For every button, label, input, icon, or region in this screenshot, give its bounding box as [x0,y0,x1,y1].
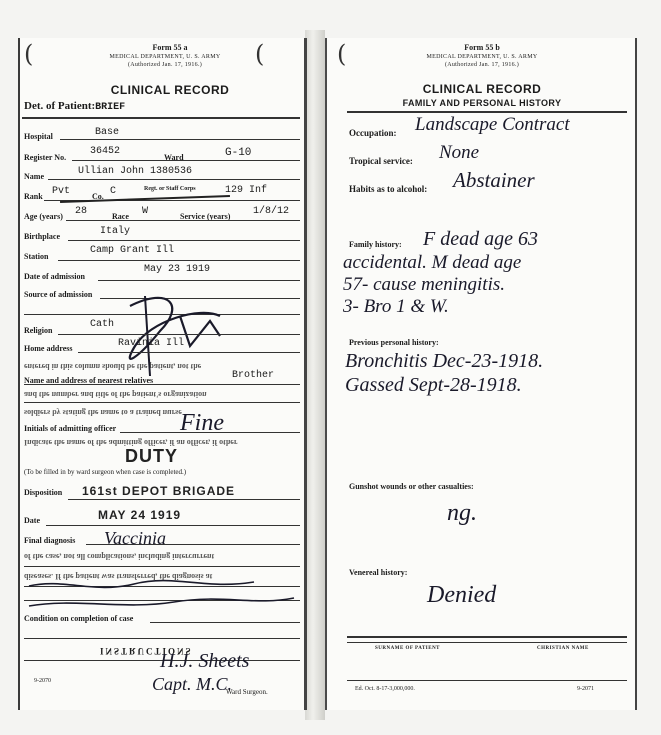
home-address-value: Ravinia Ill [118,338,185,349]
rank-label: Rank [24,192,43,201]
strike-through [60,195,230,203]
field-line [24,566,300,567]
family-history-label: Family history: [349,240,402,249]
name-value: Ullian John 1380536 [78,166,193,177]
det-of-patient-label [24,100,125,113]
birthplace-value: Italy [100,226,131,237]
hospital-label: Hospital [24,132,53,141]
det-value: BRIEF [95,102,126,113]
rank-value: Pvt [52,186,71,197]
tropical-service-value: None [439,142,480,163]
bleed-text: of the case, not all complications, including intercurrent [24,552,215,561]
disposition-stamp: 161st DEPOT BRIGADE [82,484,236,498]
home-address-label: Home address [24,344,73,353]
race-value: W [142,206,149,217]
field-line [347,642,627,643]
divider [347,111,627,113]
field-line [24,384,300,385]
race-label: Race [112,212,129,221]
field-line [60,139,300,140]
duty-stamp: DUTY [125,446,178,466]
station-label: Station [24,252,49,261]
filled-instruction: (To be filled in by ward surgeon when case is completed.) [24,468,187,476]
date-stamp: MAY 24 1919 [98,508,182,522]
department-line: MEDICAL DEPARTMENT, U. S. ARMY [109,54,221,60]
footer-code: 9-2071 [577,686,594,692]
disposition-label: Disposition [24,488,63,497]
bleed-through-line [24,390,300,399]
age-label: Age (years) [24,212,63,221]
family-history-line: F dead age 63 [423,228,538,250]
alcohol-value: Abstainer [453,168,535,192]
admitting-signature: Fine [180,410,224,436]
form-title: CLINICAL RECORD [422,82,542,96]
footer-code: 9-2070 [34,678,51,684]
company-value: C [110,186,117,197]
bleed-text: soldiers by stating the name to a trained nurse [24,408,182,417]
previous-history-line: Gassed Sept-28-1918. [345,374,522,396]
department-line: MEDICAL DEPARTMENT, U. S. ARMY [426,54,538,60]
bleed-text: entered in this column should be the patient, not the [24,362,202,371]
bleed-text: and the number and title of the patient's organization [24,390,207,399]
field-line [86,544,300,545]
divider [22,117,300,119]
field-line [78,352,300,353]
diagnosis-label: Final diagnosis [24,536,76,545]
field-line [68,499,300,500]
field-line [66,220,300,221]
alcohol-label: Habits as to alcohol: [349,184,428,194]
previous-history-line: Bronchitis Dec-23-1918. [345,350,544,372]
ward-value: G-10 [225,147,252,159]
surgeon-rank: Capt. M.C. [152,674,233,694]
station-value: Camp Grant Ill [90,245,175,256]
field-line [46,525,300,526]
ward-surgeon-label: Ward Surgeon. [226,688,268,696]
bleed-text: Indicate the name of the admitting officer, if an officer, if other [24,438,238,447]
field-line [150,622,300,623]
birthplace-label: Birthplace [24,232,60,241]
admitting-officer-label: Initials of admitting officer [24,424,117,433]
field-line [72,160,300,161]
relatives-value: Brother [232,370,275,381]
company-label: Co. [92,192,104,201]
register-value: 36452 [90,146,121,157]
field-line [24,402,300,403]
page-gutter [305,30,325,720]
form-number: Form 55 b [464,43,500,52]
divider [347,636,627,638]
age-value: 28 [75,206,88,217]
form-subtitle: FAMILY AND PERSONAL HISTORY [402,98,562,108]
bleed-through-line [24,552,300,561]
instructions-heading: INSTRUCTIONS [100,646,193,656]
ward-label: Ward [164,153,184,162]
admission-label: Date of admission [24,272,85,281]
authorized-line: (Authorized Jan. 17, 1916.) [127,62,203,68]
occupation-value: Landscape Contract [415,114,570,135]
edition-footer: Ed. Oct. 8-17-3,000,000. [355,686,415,692]
hospital-value: Base [95,127,120,138]
gunshot-value: ng. [447,500,477,526]
field-line [120,432,300,433]
source-label: Source of admission [24,290,93,299]
family-history-line: 57- cause meningitis. [343,274,506,295]
relatives-label: Name and address of nearest relatives [24,376,154,385]
service-value: 1/8/12 [253,206,290,217]
hole-punch-mark: ( [337,40,347,68]
family-history-right-page [325,38,637,710]
family-history-line: 3- Bro 1 & W. [343,296,449,317]
venereal-value: Denied [427,582,497,608]
form-number: Form 55 a [152,43,188,52]
service-label: Service (years) [180,212,231,221]
condition-label: Condition on completion of case [24,614,134,623]
religion-label: Religion [24,326,53,335]
religion-value: Cath [90,319,115,330]
venereal-label: Venereal history: [349,568,408,577]
gunshot-label: Gunshot wounds or other casualties: [349,482,474,491]
date-label: Date [24,516,40,525]
det-label: Det. of Patient: [24,100,96,112]
field-line [58,260,300,261]
field-line [24,638,300,639]
previous-history-label: Previous personal history: [349,338,439,347]
regiment-label: Regt. or Staff Corps [144,186,196,192]
christian-name-label: CHRISTIAN NAME [537,646,589,651]
bleed-text: diseases. If the patient was transferred, the diagnosis at [24,572,213,581]
handwritten-scribble [24,576,300,616]
form-title: CLINICAL RECORD [110,83,230,97]
admission-value: May 23 1919 [144,264,211,275]
field-line [48,179,300,180]
occupation-label: Occupation: [349,128,397,138]
diagnosis-value: Vaccinia [104,528,166,548]
register-label: Register No. [24,153,67,162]
surgeon-signature: H.J. Sheets [160,650,250,672]
field-line [68,240,300,241]
regiment-value: 129 Inf [225,185,268,196]
field-line [347,680,627,681]
tropical-service-label: Tropical service: [349,156,413,166]
hole-punch-mark: ( [255,40,265,68]
clinical-record-left-page [18,38,307,710]
authorized-line: (Authorized Jan. 17, 1916.) [444,62,520,68]
surname-label: SURNAME OF PATIENT [375,646,441,651]
bleed-through-line [24,408,300,417]
field-line [58,334,300,335]
name-label: Name [24,172,44,181]
family-history-line: accidental. M dead age [343,252,522,273]
hole-punch-mark: ( [24,40,34,68]
